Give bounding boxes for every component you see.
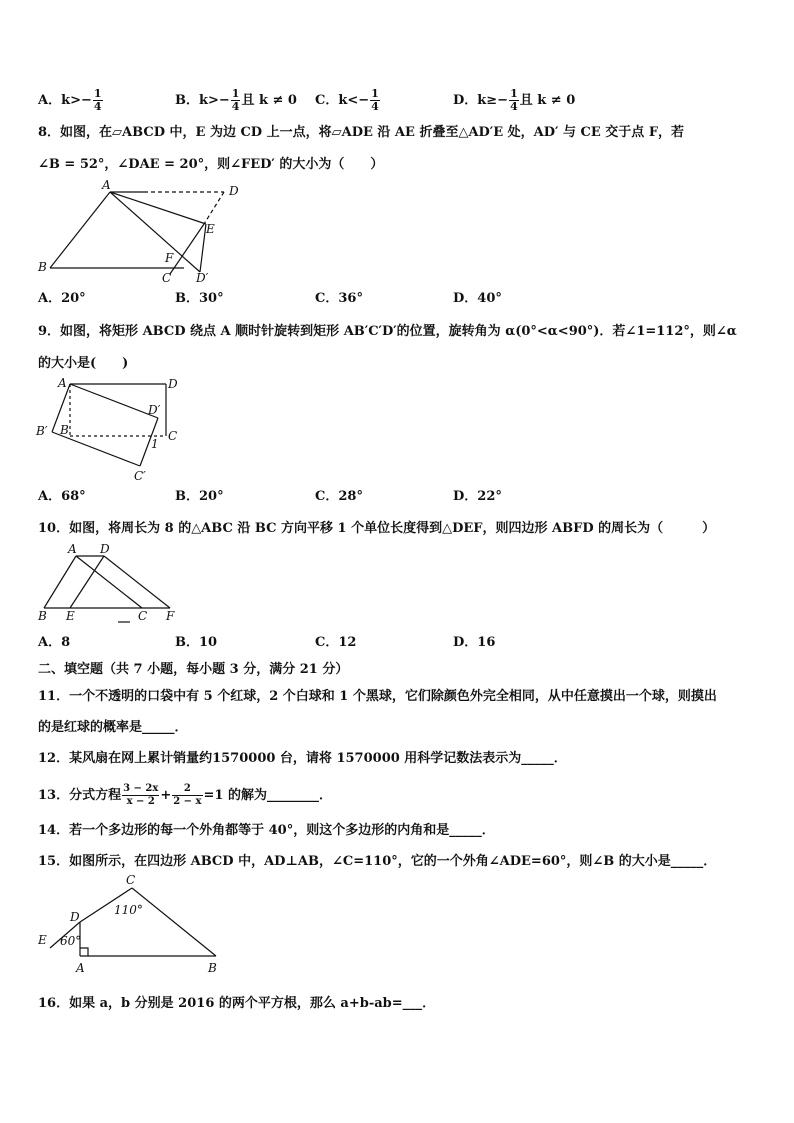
q8-option-d: D．40° xyxy=(453,291,502,306)
q15-label-a: A xyxy=(76,961,85,975)
q11-stem-line2: 的是红球的概率是_____． xyxy=(38,720,188,735)
q9-option-b: B．20° xyxy=(175,489,224,504)
q7-option-c-label: C．k<− xyxy=(315,93,370,108)
q9-label-c: C xyxy=(168,429,178,443)
q13-fraction-2: $\frac{2}{2 - x}$ xyxy=(173,783,202,807)
q15-figure xyxy=(34,872,234,980)
q13-prefix: 13．分式方程 xyxy=(38,788,122,803)
q10-option-d: D．16 xyxy=(453,635,496,650)
q8-stem-line2: ∠B = 52°，∠DAE = 20°，则∠FED′ 的大小为（ ） xyxy=(38,157,384,172)
q8-label-dprime: D′ xyxy=(196,271,209,285)
q9-label-angle1: 1 xyxy=(151,437,159,451)
q13-fraction-1: $\frac{3 - 2x}{x - 2}$ xyxy=(123,783,159,807)
q10-label-e: E xyxy=(66,609,75,623)
q7-option-b-tail: 且 k ≠ 0 xyxy=(241,93,297,108)
q7-option-d-fraction: $\frac{1}{4}$ xyxy=(510,87,518,113)
q10-label-d: D xyxy=(100,542,110,556)
q7-option-b xyxy=(175,88,297,113)
q7-option-d-tail: 且 k ≠ 0 xyxy=(519,93,576,108)
q8-figure xyxy=(34,178,264,288)
q7-option-a xyxy=(38,88,104,113)
q8-stem-line1: 8．如图，在▱ABCD 中，E 为边 CD 上一点，将▱ADE 沿 AE 折叠至△AD′E 处，AD′ 与 CE 交于点 F，若 xyxy=(38,125,685,140)
q13-plus: + xyxy=(160,788,172,803)
q10-option-c: C．12 xyxy=(315,635,357,650)
q8-label-e: E xyxy=(206,222,215,236)
q9-label-dprime: D′ xyxy=(148,403,161,417)
q8-label-d: D xyxy=(229,184,239,198)
q9-label-b: B xyxy=(60,423,69,437)
q10-label-a: A xyxy=(68,542,77,556)
q8-label-a: A xyxy=(102,178,111,192)
q10-option-a: A．8 xyxy=(38,635,71,650)
q10-stem: 10．如图，将周长为 8 的△ABC 沿 BC 方向平移 1 个单位长度得到△DEF，则四边形 ABFD 的周长为（ ） xyxy=(38,521,716,536)
q11-stem-line1: 11．一个不透明的口袋中有 5 个红球，2 个白球和 1 个黑球，它们除颜色外完全相同，从中任意摸出一个球，则摸出 xyxy=(38,689,717,704)
q9-label-a: A xyxy=(58,376,67,390)
q13-stem xyxy=(38,783,332,808)
q15-label-b: B xyxy=(208,961,217,975)
q15-stem: 15．如图所示，在四边形 ABCD 中，AD⊥AB，∠C=110°，它的一个外角∠ADE=60°，则∠B 的大小是_____． xyxy=(38,854,717,869)
q10-label-f: F xyxy=(166,609,175,623)
q15-label-angle-d: 60° xyxy=(60,934,82,948)
q15-label-angle-c: 110° xyxy=(114,903,143,917)
q8-label-c: C xyxy=(162,271,172,285)
q13-suffix: =1 的解为________． xyxy=(203,788,332,803)
q7-option-d-label: D．k≥− xyxy=(453,93,509,108)
q15-label-e: E xyxy=(38,933,47,947)
q9-figure xyxy=(34,372,194,484)
q9-stem-line1: 9．如图，将矩形 ABCD 绕点 A 顺时针旋转到矩形 AB′C′D′的位置，旋转角为 α(0°<α<90°)．若∠1=112°，则∠α xyxy=(38,324,737,339)
q15-label-c: C xyxy=(126,873,136,887)
q9-label-cprime: C′ xyxy=(134,469,146,483)
q10-option-b: B．10 xyxy=(175,635,218,650)
q14-stem: 14．若一个多边形的每一个外角都等于 40°，则这个多边形的内角和是_____． xyxy=(38,823,495,838)
q8-label-f: F xyxy=(165,251,174,265)
q12-stem: 12．某风扇在网上累计销量约1570000 台，请将 1570000 用科学记数法表示为_____． xyxy=(38,751,567,766)
q7-option-a-label: A．k>− xyxy=(38,93,92,108)
q8-label-b: B xyxy=(38,260,47,274)
q7-option-b-label: B．k>− xyxy=(175,93,230,108)
q8-option-b: B．30° xyxy=(175,291,224,306)
q7-option-d xyxy=(453,88,575,113)
q9-option-c: C．28° xyxy=(315,489,363,504)
q9-option-a: A．68° xyxy=(38,489,86,504)
q9-stem-line2: 的大小是( ) xyxy=(38,356,129,371)
q9-label-bprime: B′ xyxy=(36,424,48,438)
q10-label-c: C xyxy=(138,609,148,623)
q8-option-a: A．20° xyxy=(38,291,86,306)
q9-option-d: D．22° xyxy=(453,489,502,504)
section2-title: 二、填空题（共 7 小题，每小题 3 分，满分 21 分） xyxy=(38,662,349,677)
q7-option-b-fraction: $\frac{1}{4}$ xyxy=(231,87,240,113)
q15-label-d: D xyxy=(70,910,80,924)
q16-stem: 16．如果 a，b 分别是 2016 的两个平方根，那么 a+b-ab=___． xyxy=(38,996,436,1011)
q9-label-d: D xyxy=(168,377,178,391)
q7-option-c-fraction: $\frac{1}{4}$ xyxy=(371,87,379,113)
q10-figure xyxy=(34,542,184,624)
q10-label-b: B xyxy=(38,609,47,623)
q7-option-a-fraction: $\frac{1}{4}$ xyxy=(93,87,102,113)
q7-option-c xyxy=(315,88,381,113)
q8-option-c: C．36° xyxy=(315,291,363,306)
